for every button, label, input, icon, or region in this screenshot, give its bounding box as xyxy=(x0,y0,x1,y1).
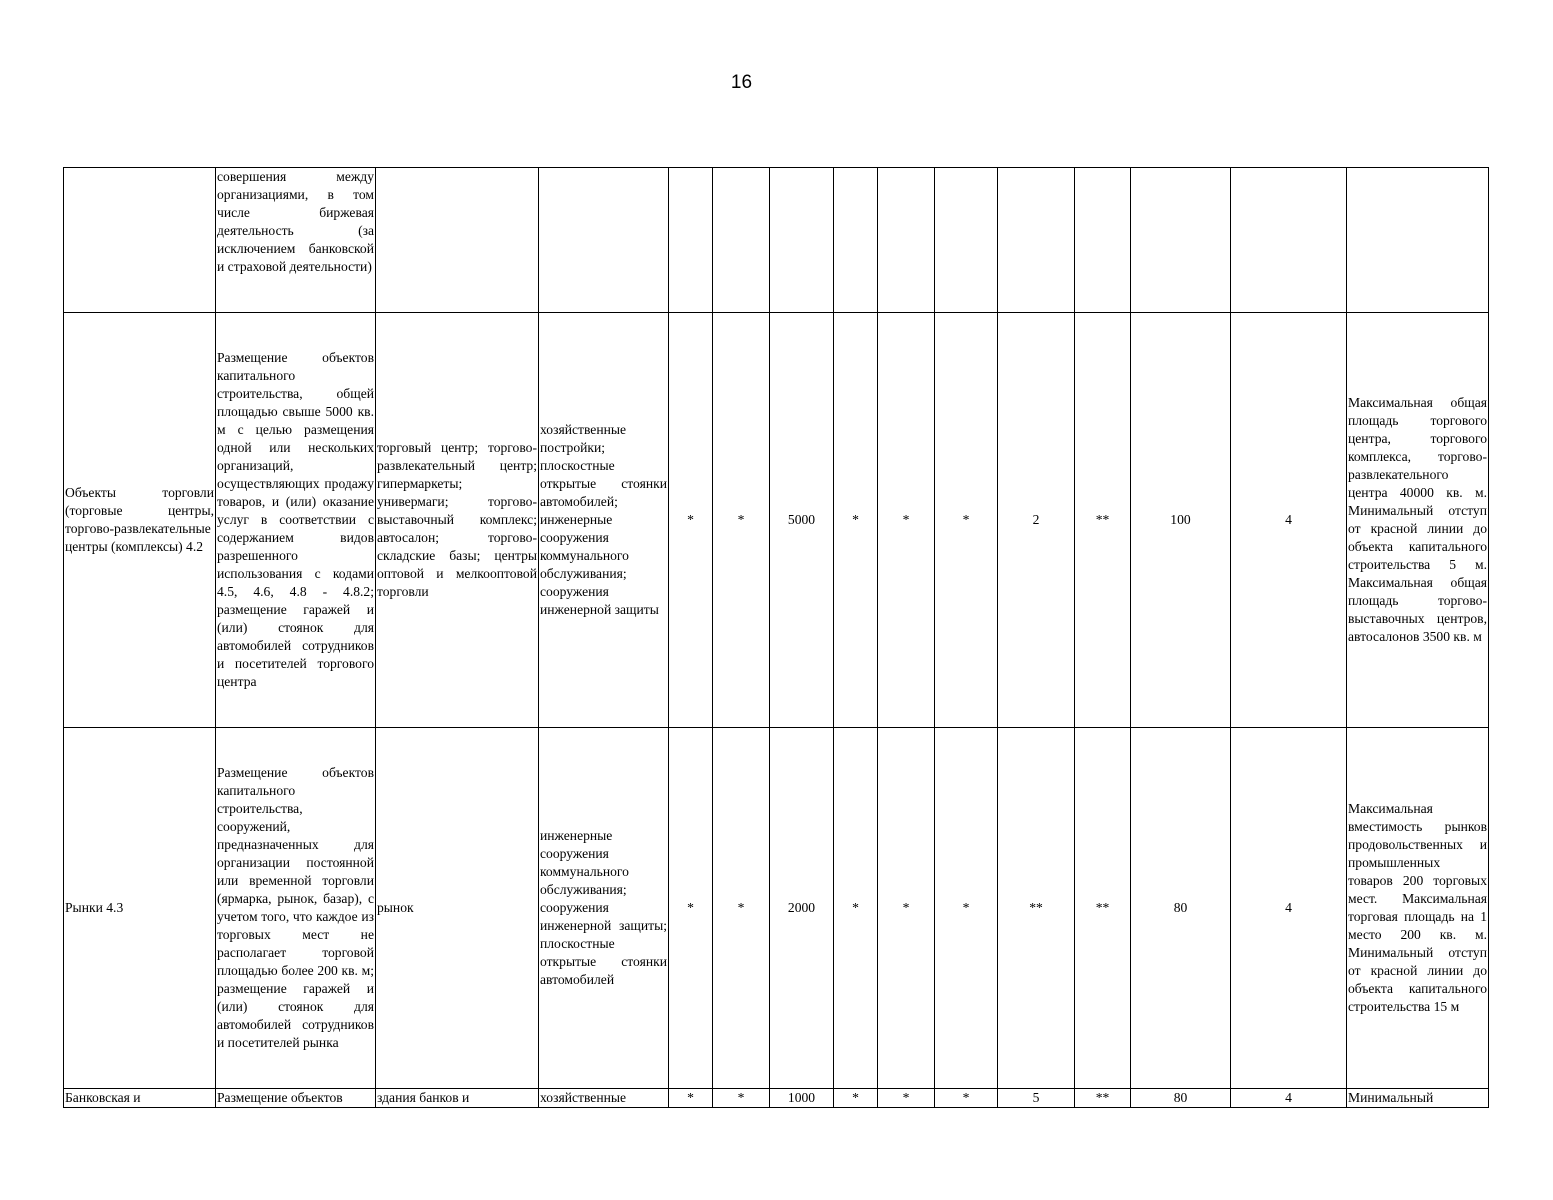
param-cell xyxy=(669,168,713,313)
param-cell: 2000 xyxy=(770,728,834,1089)
table-row xyxy=(64,313,1489,728)
param-cell: * xyxy=(935,313,998,728)
param-cell: 2 xyxy=(998,313,1075,728)
auxiliary-uses-cell: хозяйственные xyxy=(539,1089,669,1108)
table-row xyxy=(64,728,1489,1089)
param-cell: * xyxy=(834,313,878,728)
notes-cell: Максимальная общая площадь торгового центра, торгового комплекса, торгово-развлекательного центра 40000 кв. м. Минимальный отступ от красной линии до объекта капитального строительства 5 м. Максимальная общая площадь торгово-выставочных центров, автосалонов 3500 кв. м xyxy=(1347,313,1489,728)
notes-cell: Максимальная вместимость рынков продовольственных и промышленных товаров 200 торговых мест. Максимальная торговая площадь на 1 место 200 кв. м. Минимальный отступ от красной линии до объекта капитального строительства 15 м xyxy=(1347,728,1489,1089)
param-cell xyxy=(878,168,935,313)
examples-cell xyxy=(376,168,539,313)
param-cell xyxy=(1131,168,1231,313)
use-description-cell: Размещение объектов xyxy=(216,1089,376,1108)
param-cell: 100 xyxy=(1131,313,1231,728)
use-description-cell: Размещение объектов капитального строительства, общей площадью свыше 5000 кв. м с целью размещения одной или нескольких организаций, осуществляющих продажу товаров, и (или) оказание услуг в соответствии с содержанием видов разрешенного использования с кодами 4.5, 4.6, 4.8 - 4.8.2; размещение гаражей и (или) стоянок для автомобилей сотрудников и посетителей торгового центра xyxy=(216,313,376,728)
examples-cell: торговый центр; торгово-развлекательный центр; гипермаркеты; универмаги; торгово-выставочный комплекс; автосалон; торгово-складские базы; центры оптовой и мелкооптовой торговли xyxy=(376,313,539,728)
table-row xyxy=(64,168,1489,313)
param-cell: ** xyxy=(1075,728,1131,1089)
param-cell: 4 xyxy=(1231,728,1347,1089)
param-cell: * xyxy=(669,728,713,1089)
auxiliary-uses-cell xyxy=(539,168,669,313)
param-cell: * xyxy=(935,728,998,1089)
param-cell xyxy=(1231,168,1347,313)
param-cell xyxy=(770,168,834,313)
table-row xyxy=(64,1089,1489,1108)
use-name-cell: Банковская и xyxy=(64,1089,216,1108)
param-cell: * xyxy=(669,1089,713,1108)
param-cell xyxy=(1075,168,1131,313)
param-cell: * xyxy=(935,1089,998,1108)
page-number: 16 xyxy=(730,72,753,93)
param-cell: * xyxy=(878,728,935,1089)
use-description-cell: Размещение объектов капитального строительства, сооружений, предназначенных для организации постоянной или временной торговли (ярмарка, рынок, базар), с учетом того, что каждое из торговых мест не располагает торговой площадью более 200 кв. м; размещение гаражей и (или) стоянок для автомобилей сотрудников и посетителей рынка xyxy=(216,728,376,1089)
examples-cell: рынок xyxy=(376,728,539,1089)
param-cell: 5000 xyxy=(770,313,834,728)
param-cell: 1000 xyxy=(770,1089,834,1108)
param-cell xyxy=(998,168,1075,313)
param-cell: ** xyxy=(1075,313,1131,728)
param-cell: * xyxy=(669,313,713,728)
use-name-cell xyxy=(64,168,216,313)
param-cell xyxy=(935,168,998,313)
param-cell: * xyxy=(713,1089,770,1108)
notes-cell xyxy=(1347,168,1489,313)
use-name-cell: Объекты торговли (торговые центры, торгово-развлекательные центры (комплексы) 4.2 xyxy=(64,313,216,728)
use-description-cell: совершения между организациями, в том числе биржевая деятельность (за исключением банковской и страховой деятельности) xyxy=(216,168,376,313)
notes-cell: Минимальный xyxy=(1347,1089,1489,1108)
param-cell: ** xyxy=(998,728,1075,1089)
param-cell: ** xyxy=(1075,1089,1131,1108)
examples-cell: здания банков и xyxy=(376,1089,539,1108)
param-cell: * xyxy=(878,313,935,728)
param-cell: 5 xyxy=(998,1089,1075,1108)
auxiliary-uses-cell: хозяйственные постройки; плоскостные открытые стоянки автомобилей; инженерные сооружения коммунального обслуживания; сооружения инженерной защиты xyxy=(539,313,669,728)
param-cell: * xyxy=(878,1089,935,1108)
param-cell: * xyxy=(834,728,878,1089)
param-cell: * xyxy=(834,1089,878,1108)
param-cell: * xyxy=(713,728,770,1089)
auxiliary-uses-cell: инженерные сооружения коммунального обслуживания; сооружения инженерной защиты; плоскостные открытые стоянки автомобилей xyxy=(539,728,669,1089)
param-cell xyxy=(834,168,878,313)
param-cell: 80 xyxy=(1131,1089,1231,1108)
use-name-cell: Рынки 4.3 xyxy=(64,728,216,1089)
zoning-regulations-table xyxy=(63,167,1489,1108)
param-cell: * xyxy=(713,313,770,728)
param-cell: 80 xyxy=(1131,728,1231,1089)
param-cell: 4 xyxy=(1231,313,1347,728)
param-cell xyxy=(713,168,770,313)
param-cell: 4 xyxy=(1231,1089,1347,1108)
